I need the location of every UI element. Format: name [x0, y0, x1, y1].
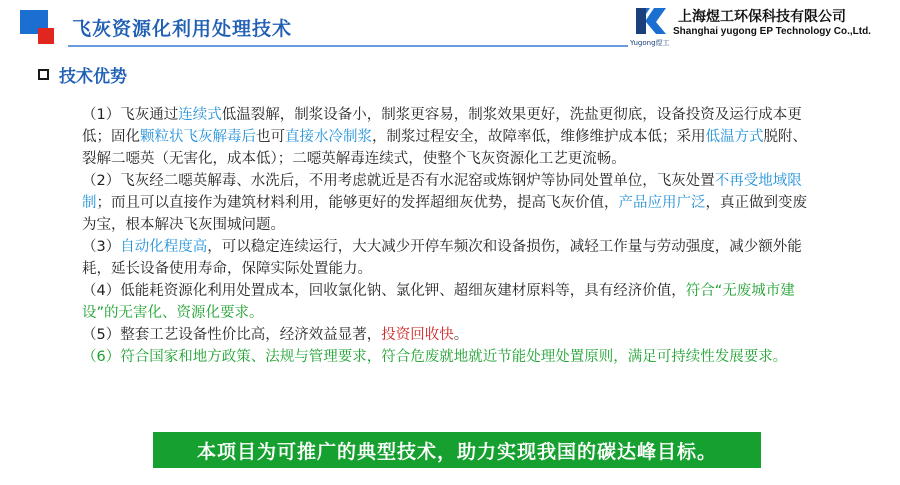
advantage-text-segment: 不再受地域限制: [82, 173, 802, 211]
advantage-text-segment: 。: [453, 327, 469, 343]
advantage-item: [82, 346, 807, 368]
company-name-cn: 上海煜工环保科技有限公司: [678, 9, 846, 25]
advantage-text-segment: ，真正做到变废为宝，根本解决飞灰围城问题。: [82, 195, 807, 233]
company-name-en: Shanghai yugong EP Technology Co.,Ltd.: [673, 26, 871, 37]
advantage-text-segment: 脱附、裂解二噁英（无害化，成本低）；二噁英解毒连续式，使整个飞灰资源化工艺更流畅。: [82, 129, 807, 167]
company-logo-icon: [632, 4, 670, 40]
advantage-text-segment: 低温裂解，制浆设备小，制浆更容易，制浆效果更好，洗盐更彻底，设备投资及运行成本更低；固化: [82, 107, 802, 145]
advantage-text-segment: 投资回收快: [381, 327, 454, 343]
advantages-list: [82, 104, 807, 368]
advantage-text-segment: 直接水冷制浆: [285, 129, 372, 145]
advantage-text-segment: （4）低能耗资源化利用处置成本，回收氯化钠、氯化钾、超细灰建材原料等，具有经济价值，: [82, 283, 686, 299]
advantage-text-segment: 低温方式: [705, 129, 764, 145]
slide-corner-logo: [0, 0, 60, 50]
section-title: 技术优势: [59, 67, 127, 87]
advantage-text-segment: （6）符合国家和地方政策、法规与管理要求，符合危废就地就近节能处理处置原则，满足可持续性发展要求。: [82, 349, 788, 365]
advantage-text-segment: 颗粒状飞灰解毒后: [140, 129, 256, 145]
advantage-item: [82, 324, 807, 346]
advantage-text-segment: ，可以稳定连续运行，大大减少开停车频次和设备损伤，减轻工作量与劳动强度，减少额外能耗，延长设备使用寿命，保障实际处置能力。: [82, 239, 802, 277]
red-square: [38, 28, 54, 44]
advantage-text-segment: （2）飞灰经二噁英解毒、水洗后，不用考虑就近是否有水泥窑或炼钢炉等协同处置单位，飞灰处置: [82, 173, 715, 189]
advantage-item: [82, 104, 807, 170]
advantage-text-segment: ，制浆过程安全，故障率低，维修维护成本低；采用: [372, 129, 706, 145]
header-divider: [68, 45, 628, 47]
advantage-text-segment: ；而且可以直接作为建筑材料利用，能够更好的发挥超细灰优势，提高飞灰价值，: [96, 195, 619, 211]
summary-banner: 本项目为可推广的典型技术，助力实现我国的碳达峰目标。: [153, 432, 761, 468]
logo-subtext: Yugong煜工: [630, 39, 670, 47]
advantage-text-segment: （5）整套工艺设备性价比高，经济效益显著，: [82, 327, 382, 343]
advantage-text-segment: 自动化程度高: [120, 239, 208, 255]
advantage-item: [82, 236, 807, 280]
square-bullet-icon: [38, 69, 49, 80]
advantage-text-segment: 也可: [256, 129, 285, 145]
advantage-text-segment: 连续式: [178, 107, 222, 123]
advantage-text-segment: 符合“无废城市建设”的无害化、资源化要求。: [82, 283, 795, 321]
section-heading: [38, 62, 127, 87]
page-title: 飞灰资源化利用处理技术: [72, 18, 293, 40]
advantage-text-segment: （3）: [82, 239, 121, 255]
advantage-item: [82, 170, 807, 236]
advantage-item: [82, 280, 807, 324]
advantage-text-segment: 产品应用广泛: [618, 195, 706, 211]
advantage-text-segment: （1）飞灰通过: [82, 107, 179, 123]
